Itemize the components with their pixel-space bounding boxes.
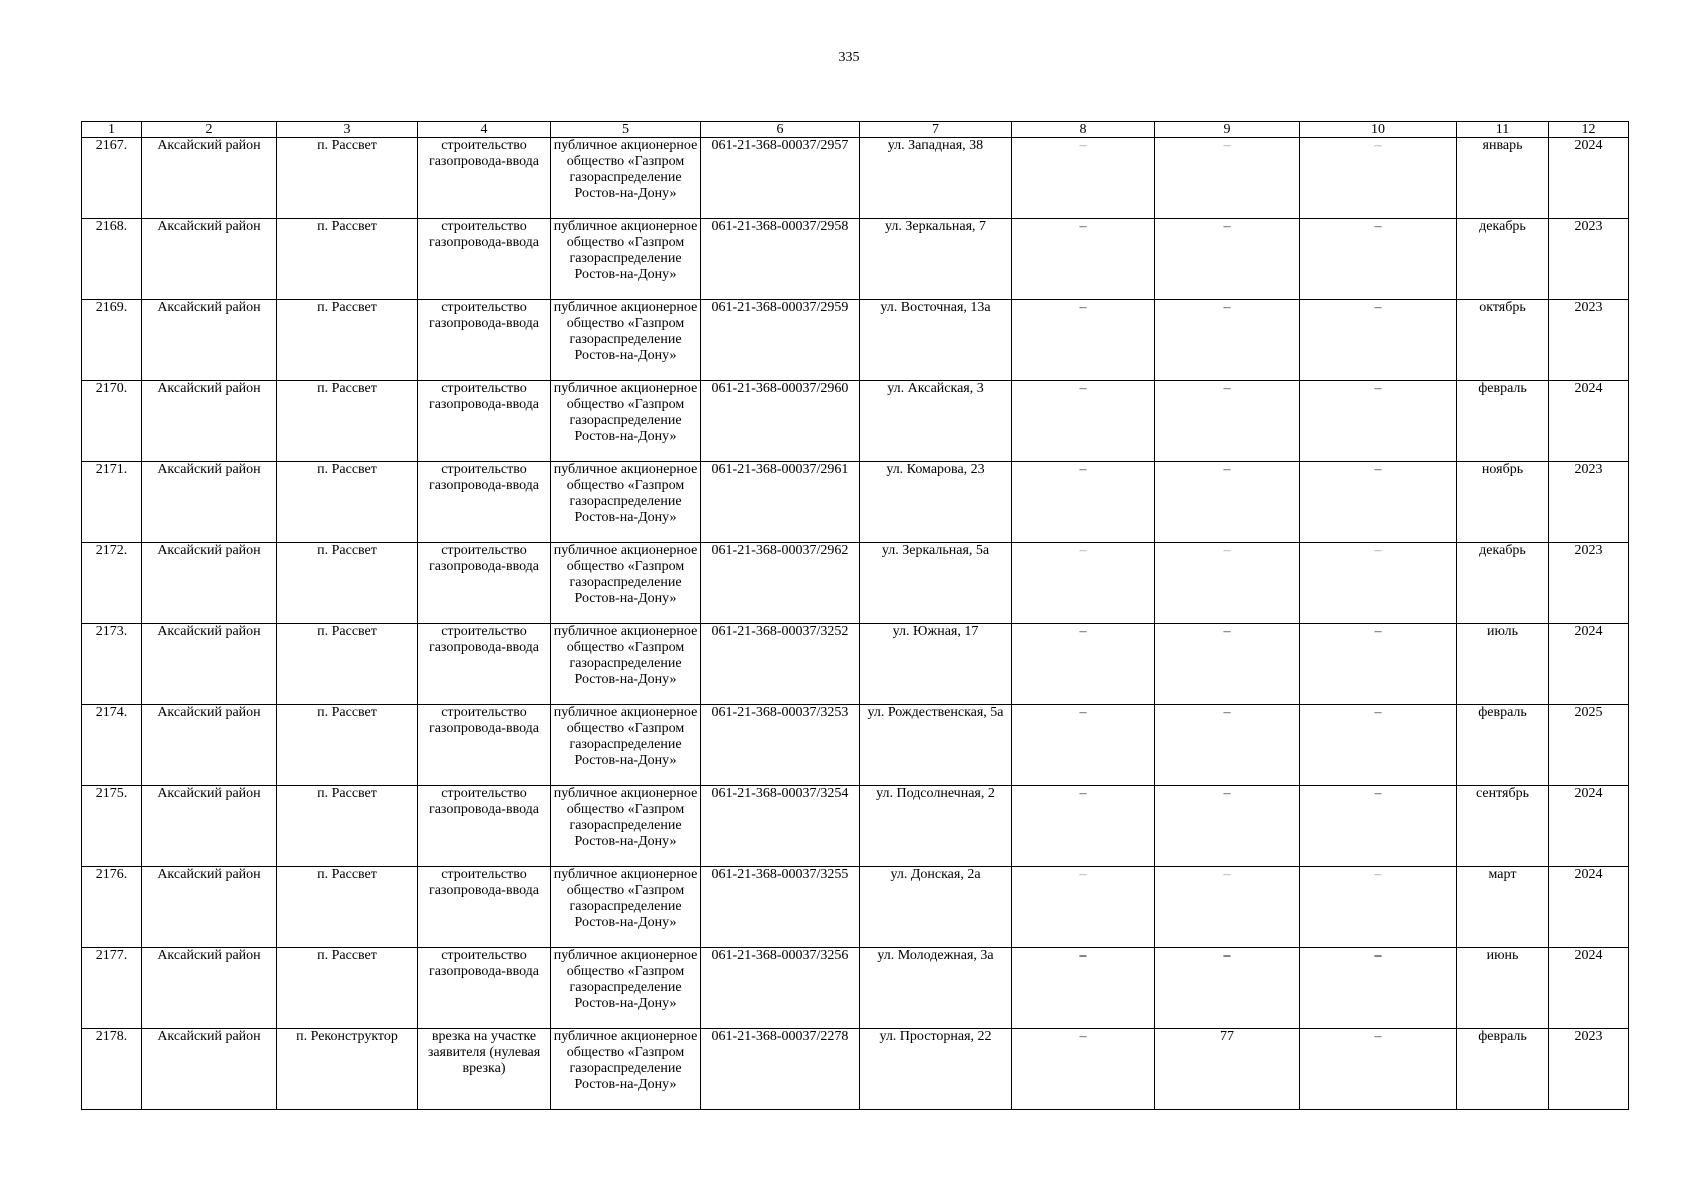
- month-cell: декабрь: [1457, 543, 1549, 624]
- year-cell: 2024: [1549, 786, 1629, 867]
- table-row: [82, 1029, 1629, 1110]
- empty-dash: –: [1374, 543, 1382, 558]
- month-cell: февраль: [1457, 381, 1549, 462]
- owner-cell: публичное акционерное общество «Газпром газораспределение Ростов-на-Дону»: [551, 219, 701, 300]
- address-cell: ул. Южная, 17: [860, 624, 1012, 705]
- address-cell: ул. Восточная, 13а: [860, 300, 1012, 381]
- column-9-cell: [1155, 300, 1300, 381]
- empty-dash: –: [1374, 462, 1382, 477]
- work-type-cell: строительство газопровода-ввода: [418, 543, 551, 624]
- page-number: 335: [838, 50, 860, 65]
- empty-dash: –: [1374, 948, 1382, 963]
- address-cell: ул. Комарова, 23: [860, 462, 1012, 543]
- district-cell: Аксайский район: [142, 624, 277, 705]
- table-row: [82, 138, 1629, 219]
- registry-code-cell: 061-21-368-00037/2962: [701, 543, 860, 624]
- empty-dash: –: [1223, 786, 1231, 801]
- column-header-4: 4: [418, 122, 551, 138]
- column-9-cell: [1155, 219, 1300, 300]
- work-type-cell: строительство газопровода-ввода: [418, 705, 551, 786]
- table-row: [82, 948, 1629, 1029]
- work-type-cell: строительство газопровода-ввода: [418, 462, 551, 543]
- empty-dash: –: [1374, 786, 1382, 801]
- column-8-cell: [1012, 867, 1155, 948]
- empty-dash: –: [1223, 462, 1231, 477]
- district-cell: Аксайский район: [142, 300, 277, 381]
- address-cell: ул. Просторная, 22: [860, 1029, 1012, 1110]
- locality-cell: п. Рассвет: [277, 381, 418, 462]
- work-type-cell: строительство газопровода-ввода: [418, 300, 551, 381]
- work-type-cell: врезка на участке заявителя (нулевая врезка): [418, 1029, 551, 1110]
- column-9-cell: [1155, 948, 1300, 1029]
- column-10-cell: [1300, 1029, 1457, 1110]
- column-header-8: 8: [1012, 122, 1155, 138]
- column-8-cell: [1012, 138, 1155, 219]
- work-type-cell: строительство газопровода-ввода: [418, 219, 551, 300]
- work-type-cell: строительство газопровода-ввода: [418, 138, 551, 219]
- empty-dash: –: [1374, 867, 1382, 882]
- year-cell: 2024: [1549, 624, 1629, 705]
- month-cell: июль: [1457, 624, 1549, 705]
- column-10-cell: [1300, 543, 1457, 624]
- locality-cell: п. Рассвет: [277, 867, 418, 948]
- month-cell: октябрь: [1457, 300, 1549, 381]
- locality-cell: п. Рассвет: [277, 300, 418, 381]
- owner-cell: публичное акционерное общество «Газпром газораспределение Ростов-на-Дону»: [551, 624, 701, 705]
- month-cell: март: [1457, 867, 1549, 948]
- month-cell: февраль: [1457, 1029, 1549, 1110]
- column-10-cell: [1300, 381, 1457, 462]
- row-number: 2171.: [82, 462, 142, 543]
- column-8-cell: [1012, 219, 1155, 300]
- column-header-9: 9: [1155, 122, 1300, 138]
- work-type-cell: строительство газопровода-ввода: [418, 786, 551, 867]
- column-9-cell: [1155, 786, 1300, 867]
- table-row: [82, 543, 1629, 624]
- locality-cell: п. Рассвет: [277, 219, 418, 300]
- locality-cell: п. Реконструктор: [277, 1029, 418, 1110]
- table-row: [82, 300, 1629, 381]
- column-header-3: 3: [277, 122, 418, 138]
- empty-dash: –: [1079, 138, 1087, 153]
- table-row: [82, 219, 1629, 300]
- column-9-cell: [1155, 138, 1300, 219]
- month-cell: январь: [1457, 138, 1549, 219]
- locality-cell: п. Рассвет: [277, 138, 418, 219]
- row-number: 2168.: [82, 219, 142, 300]
- empty-dash: –: [1374, 138, 1382, 153]
- table-row: [82, 381, 1629, 462]
- district-cell: Аксайский район: [142, 462, 277, 543]
- district-cell: Аксайский район: [142, 1029, 277, 1110]
- locality-cell: п. Рассвет: [277, 543, 418, 624]
- table-row: [82, 786, 1629, 867]
- address-cell: ул. Рождественская, 5а: [860, 705, 1012, 786]
- empty-dash: –: [1223, 867, 1231, 882]
- year-cell: 2023: [1549, 462, 1629, 543]
- month-cell: июнь: [1457, 948, 1549, 1029]
- empty-dash: –: [1223, 624, 1231, 639]
- year-cell: 2024: [1549, 867, 1629, 948]
- column-header-2: 2: [142, 122, 277, 138]
- year-cell: 2024: [1549, 381, 1629, 462]
- work-type-cell: строительство газопровода-ввода: [418, 381, 551, 462]
- registry-code-cell: 061-21-368-00037/2959: [701, 300, 860, 381]
- month-cell: сентябрь: [1457, 786, 1549, 867]
- column-8-cell: [1012, 948, 1155, 1029]
- column-header-11: 11: [1457, 122, 1549, 138]
- work-type-cell: строительство газопровода-ввода: [418, 867, 551, 948]
- table-row: [82, 462, 1629, 543]
- row-number: 2169.: [82, 300, 142, 381]
- owner-cell: публичное акционерное общество «Газпром газораспределение Ростов-на-Дону»: [551, 705, 701, 786]
- empty-dash: –: [1079, 543, 1087, 558]
- year-cell: 2025: [1549, 705, 1629, 786]
- owner-cell: публичное акционерное общество «Газпром газораспределение Ростов-на-Дону»: [551, 867, 701, 948]
- empty-dash: –: [1223, 948, 1231, 963]
- month-cell: ноябрь: [1457, 462, 1549, 543]
- column-8-cell: [1012, 381, 1155, 462]
- column-9-cell: [1155, 624, 1300, 705]
- year-cell: 2024: [1549, 138, 1629, 219]
- empty-dash: –: [1374, 1029, 1382, 1044]
- address-cell: ул. Зеркальная, 5а: [860, 543, 1012, 624]
- month-cell: декабрь: [1457, 219, 1549, 300]
- year-cell: 2023: [1549, 543, 1629, 624]
- registry-code-cell: 061-21-368-00037/2958: [701, 219, 860, 300]
- registry-code-cell: 061-21-368-00037/2957: [701, 138, 860, 219]
- empty-dash: –: [1079, 462, 1087, 477]
- empty-dash: –: [1223, 300, 1231, 315]
- column-header-10: 10: [1300, 122, 1457, 138]
- locality-cell: п. Рассвет: [277, 705, 418, 786]
- empty-dash: –: [1374, 381, 1382, 396]
- year-cell: 2024: [1549, 948, 1629, 1029]
- row-number: 2177.: [82, 948, 142, 1029]
- column-8-cell: [1012, 624, 1155, 705]
- address-cell: ул. Молодежная, 3а: [860, 948, 1012, 1029]
- column-9-cell: [1155, 1029, 1300, 1110]
- empty-dash: –: [1223, 705, 1231, 720]
- row-number: 2173.: [82, 624, 142, 705]
- cell-value: 77: [1220, 1029, 1234, 1044]
- empty-dash: –: [1223, 219, 1231, 234]
- registry-code-cell: 061-21-368-00037/3253: [701, 705, 860, 786]
- district-cell: Аксайский район: [142, 543, 277, 624]
- work-type-cell: строительство газопровода-ввода: [418, 948, 551, 1029]
- column-10-cell: [1300, 786, 1457, 867]
- empty-dash: –: [1374, 705, 1382, 720]
- empty-dash: –: [1079, 300, 1087, 315]
- district-cell: Аксайский район: [142, 219, 277, 300]
- row-number: 2176.: [82, 867, 142, 948]
- column-8-cell: [1012, 705, 1155, 786]
- locality-cell: п. Рассвет: [277, 786, 418, 867]
- row-number: 2178.: [82, 1029, 142, 1110]
- row-number: 2167.: [82, 138, 142, 219]
- registry-code-cell: 061-21-368-00037/3254: [701, 786, 860, 867]
- registry-table: [81, 121, 1629, 1110]
- empty-dash: –: [1223, 543, 1231, 558]
- empty-dash: –: [1374, 624, 1382, 639]
- column-9-cell: [1155, 867, 1300, 948]
- district-cell: Аксайский район: [142, 138, 277, 219]
- address-cell: ул. Донская, 2а: [860, 867, 1012, 948]
- owner-cell: публичное акционерное общество «Газпром газораспределение Ростов-на-Дону»: [551, 543, 701, 624]
- column-8-cell: [1012, 300, 1155, 381]
- row-number: 2170.: [82, 381, 142, 462]
- district-cell: Аксайский район: [142, 381, 277, 462]
- column-header-12: 12: [1549, 122, 1629, 138]
- column-8-cell: [1012, 1029, 1155, 1110]
- header-row: [82, 122, 1629, 138]
- district-cell: Аксайский район: [142, 867, 277, 948]
- column-10-cell: [1300, 462, 1457, 543]
- locality-cell: п. Рассвет: [277, 624, 418, 705]
- district-cell: Аксайский район: [142, 786, 277, 867]
- row-number: 2174.: [82, 705, 142, 786]
- empty-dash: –: [1079, 1029, 1087, 1044]
- registry-code-cell: 061-21-368-00037/3256: [701, 948, 860, 1029]
- column-10-cell: [1300, 948, 1457, 1029]
- district-cell: Аксайский район: [142, 948, 277, 1029]
- owner-cell: публичное акционерное общество «Газпром газораспределение Ростов-на-Дону»: [551, 138, 701, 219]
- column-8-cell: [1012, 462, 1155, 543]
- column-header-7: 7: [860, 122, 1012, 138]
- table-row: [82, 624, 1629, 705]
- owner-cell: публичное акционерное общество «Газпром газораспределение Ростов-на-Дону»: [551, 300, 701, 381]
- column-10-cell: [1300, 705, 1457, 786]
- column-9-cell: [1155, 543, 1300, 624]
- column-10-cell: [1300, 867, 1457, 948]
- table-row: [82, 705, 1629, 786]
- registry-code-cell: 061-21-368-00037/2278: [701, 1029, 860, 1110]
- column-9-cell: [1155, 462, 1300, 543]
- column-10-cell: [1300, 624, 1457, 705]
- column-9-cell: [1155, 705, 1300, 786]
- row-number: 2175.: [82, 786, 142, 867]
- address-cell: ул. Аксайская, 3: [860, 381, 1012, 462]
- empty-dash: –: [1374, 300, 1382, 315]
- column-10-cell: [1300, 219, 1457, 300]
- empty-dash: –: [1079, 705, 1087, 720]
- empty-dash: –: [1079, 624, 1087, 639]
- address-cell: ул. Западная, 38: [860, 138, 1012, 219]
- empty-dash: –: [1079, 867, 1087, 882]
- registry-code-cell: 061-21-368-00037/3255: [701, 867, 860, 948]
- empty-dash: –: [1223, 381, 1231, 396]
- table-row: [82, 867, 1629, 948]
- registry-body: [82, 138, 1629, 1110]
- registry-code-cell: 061-21-368-00037/2961: [701, 462, 860, 543]
- owner-cell: публичное акционерное общество «Газпром газораспределение Ростов-на-Дону»: [551, 462, 701, 543]
- year-cell: 2023: [1549, 219, 1629, 300]
- empty-dash: –: [1079, 219, 1087, 234]
- registry-code-cell: 061-21-368-00037/2960: [701, 381, 860, 462]
- registry-code-cell: 061-21-368-00037/3252: [701, 624, 860, 705]
- work-type-cell: строительство газопровода-ввода: [418, 624, 551, 705]
- column-header-1: 1: [82, 122, 142, 138]
- owner-cell: публичное акционерное общество «Газпром газораспределение Ростов-на-Дону»: [551, 381, 701, 462]
- column-10-cell: [1300, 138, 1457, 219]
- column-8-cell: [1012, 543, 1155, 624]
- owner-cell: публичное акционерное общество «Газпром газораспределение Ростов-на-Дону»: [551, 786, 701, 867]
- empty-dash: –: [1079, 948, 1087, 963]
- row-number: 2172.: [82, 543, 142, 624]
- column-header-6: 6: [701, 122, 860, 138]
- district-cell: Аксайский район: [142, 705, 277, 786]
- month-cell: февраль: [1457, 705, 1549, 786]
- column-9-cell: [1155, 381, 1300, 462]
- year-cell: 2023: [1549, 300, 1629, 381]
- locality-cell: п. Рассвет: [277, 462, 418, 543]
- address-cell: ул. Зеркальная, 7: [860, 219, 1012, 300]
- column-10-cell: [1300, 300, 1457, 381]
- year-cell: 2023: [1549, 1029, 1629, 1110]
- column-header-5: 5: [551, 122, 701, 138]
- locality-cell: п. Рассвет: [277, 948, 418, 1029]
- owner-cell: публичное акционерное общество «Газпром газораспределение Ростов-на-Дону»: [551, 1029, 701, 1110]
- column-8-cell: [1012, 786, 1155, 867]
- empty-dash: –: [1079, 381, 1087, 396]
- owner-cell: публичное акционерное общество «Газпром газораспределение Ростов-на-Дону»: [551, 948, 701, 1029]
- address-cell: ул. Подсолнечная, 2: [860, 786, 1012, 867]
- empty-dash: –: [1223, 138, 1231, 153]
- empty-dash: –: [1079, 786, 1087, 801]
- empty-dash: –: [1374, 219, 1382, 234]
